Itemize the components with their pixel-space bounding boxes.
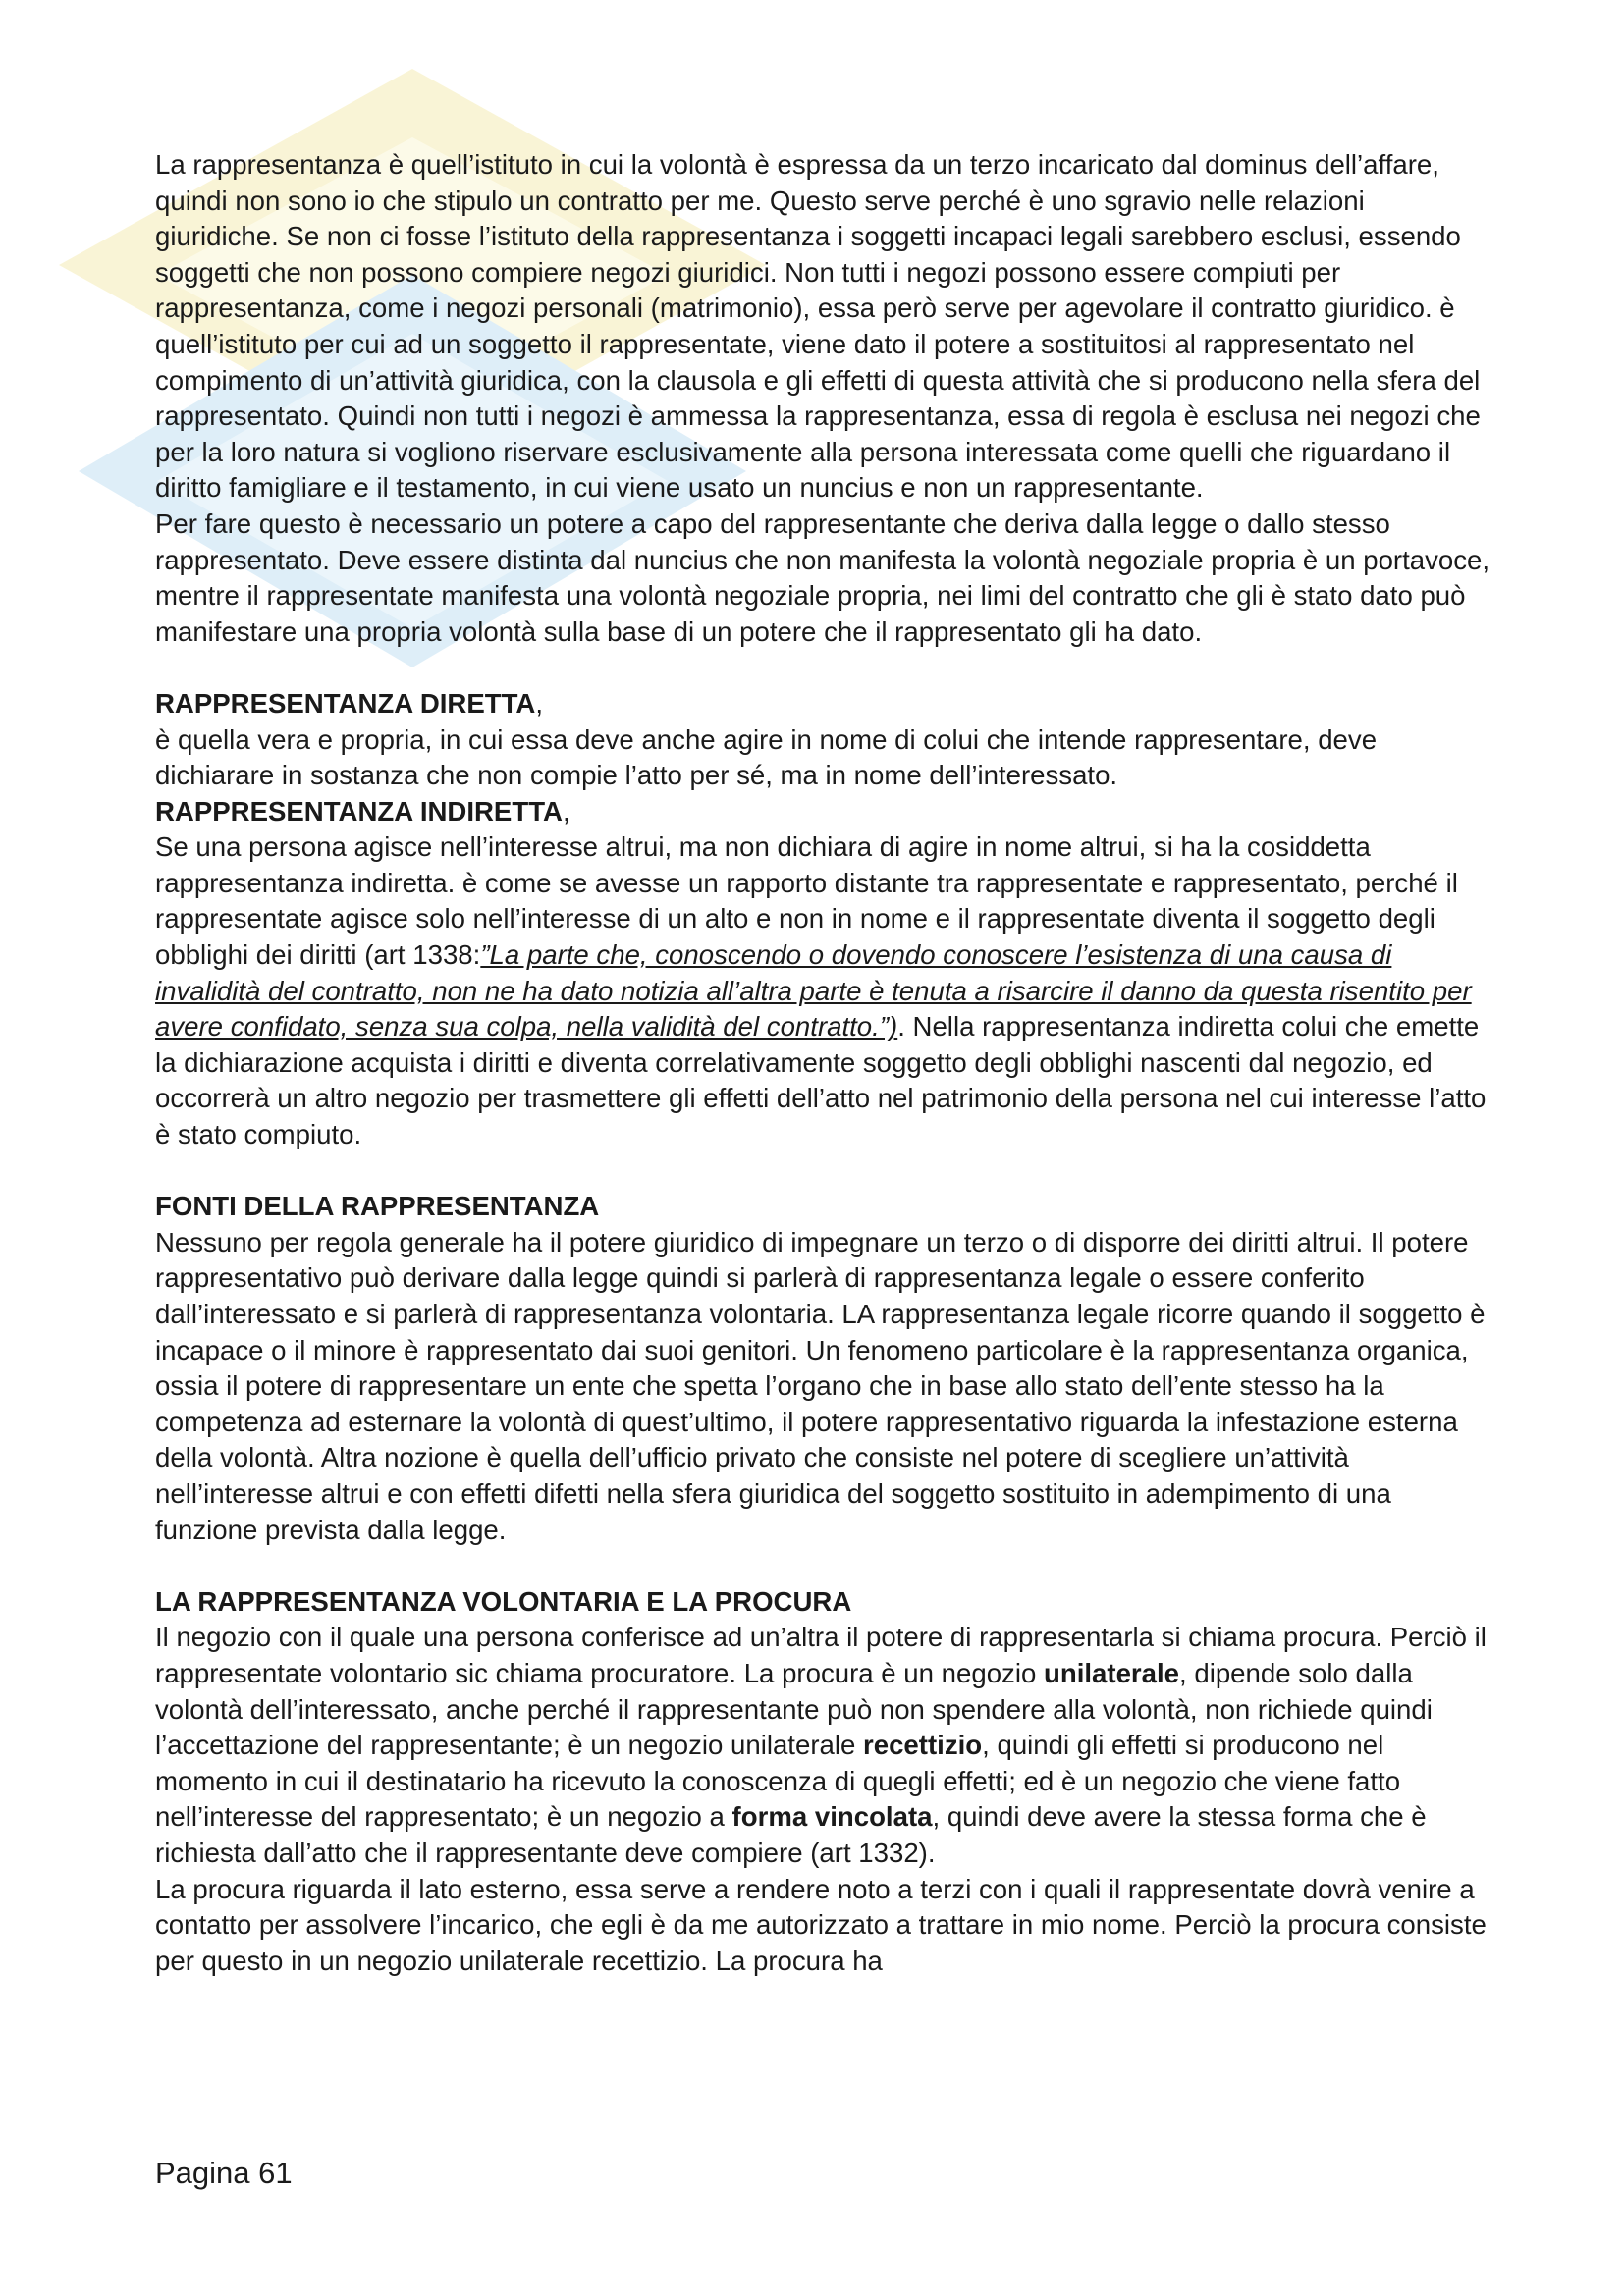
diretta-paragraph: è quella vera e propria, in cui essa deve anche agire in nome di colui che intende rappresentare, deve dichiarare in sostanza che non compie l’atto per sé, ma in nome dell’interessato. xyxy=(155,723,1378,791)
page-number: Pagina 61 xyxy=(155,2156,293,2190)
document-body xyxy=(155,147,1490,1979)
intro-paragraph-2: Per fare questo è necessario un potere a capo del rappresentante che deriva dalla legge o dallo stesso rappresentato. Deve essere distinta dal nuncius che non manifesta la volontà negoziale propria è un portavoce, mentre il rappresentate manifesta una volontà negoziale propria, nei limi del contratto che gli è stato dato può manifestare una propria volontà sulla base di un potere che il rappresentato gli ha dato. xyxy=(155,507,1490,647)
article-quote: ”La parte che, conoscendo o dovendo conoscere l’esistenza di una causa di invalidità del contratto, non ne ha dato notizia all’altra parte è tenuta a risarcire il danno da questa risentito per avere confidato, senza sua colpa, nella validità del contratto.”) xyxy=(155,939,1472,1042)
procura-paragraph-2: La procura riguarda il lato esterno, essa serve a rendere noto a terzi con i quali il rappresentate dovrà venire a contatto per assolvere l’incarico, che egli è da me autorizzato a trattare in mio nome. Perciò la procura consiste per questo in un negozio unilaterale recettizio. La procura ha xyxy=(155,1873,1487,1976)
fonti-paragraph: Nessuno per regola generale ha il potere giuridico di impegnare un terzo o di disporre dei diritti altrui. Il potere rappresentativo può derivare dalla legge quindi si parlerà di rappresentanza legale o essere conferito dall’interessato e si parlerà di rappresentanza volontaria. LA rappresentanza legale ricorre quando il soggetto è incapace o il minore è rappresentato dai suoi genitori. Un fenomeno particolare è la rappresentanza organica, ossia il potere di rappresentare un ente che spetta l’organo che in base allo stato dell’ente stesso ha la competenza ad esternare la volontà di quest’ultimo, il potere rappresentativo riguarda la infestazione esterna della volontà. Altra nozione è quella dell’ufficio privato che consiste nel potere di scegliere un’attività nell’interesse altrui e con effetti difetti nella sfera giuridica del soggetto sostituito in adempimento di una funzione prevista dalla legge. xyxy=(155,1226,1486,1545)
procura-paragraph: Il negozio con il quale una persona conferisce ad un’altra il potere di rappresentarla si chiama procura. Perciò il rappresentate volontario sic chiama procuratore. La procura è un negozio unilaterale, dipende solo dalla volontà dell’interessato, anche perché il rappresentante può non spendere alla volontà, non richiede quindi l’accettazione del rappresentante; è un negozio unilaterale recettizio, quindi gli effetti si producono nel momento in cui il destinatario ha ricevuto la conoscenza di quegli effetti; ed è un negozio che viene fatto nell’interesse del rappresentato; è un negozio a forma vincolata, quindi deve avere la stessa forma che è richiesta dall’atto che il rappresentante deve compiere (art 1332). xyxy=(155,1622,1487,1868)
section-heading-fonti: FONTI DELLA RAPPRESENTANZA xyxy=(155,1191,600,1222)
intro-paragraph: La rappresentanza è quell’istituto in cui la volontà è espressa da un terzo incaricato dal dominus dell’affare, quindi non sono io che stipulo un contratto per me. Questo serve perché è uno sgravio nelle relazioni giuridiche. Se non ci fosse l’istituto della rappresentanza i soggetti incapaci legali sarebbero esclusi, essendo soggetti che non possono compiere negozi giuridici. Non tutti i negozi possono essere compiuti per rappresentanza, come i negozi personali (matrimonio), essa però serve per agevolare il contratto giuridico. è quell’istituto per cui ad un soggetto il rappresentate, viene dato il potere a sostituitosi al rappresentato nel compimento di un’attività giuridica, con la clausola e gli effetti di questa attività che si producono nella sfera del rappresentato. Quindi non tutti i negozi è ammessa la rappresentanza, essa di regola è esclusa nei negozi che per la loro natura si vogliono riservare esclusivamente alla persona interessata come quelli che riguardano il diritto famigliare e il testamento, in cui viene usato un nuncius e non un rappresentante. xyxy=(155,149,1481,504)
section-heading-diretta: RAPPRESENTANZA DIRETTA, xyxy=(155,687,544,719)
section-heading-indiretta: RAPPRESENTANZA INDIRETTA, xyxy=(155,795,570,827)
indiretta-paragraph: Se una persona agisce nell’interesse altrui, ma non dichiara di agire in nome altrui, si ha la cosiddetta rappresentanza indiretta. è come se avesse un rapporto distante tra rappresentate e rappresentato, perché il rappresentate agisce solo nell’interesse di un alto e non in nome e il rappresentate diventa il soggetto degli obblighi dei diritti (art 1338:”La parte che, conoscendo o dovendo conoscere l’esistenza di una causa di invalidità del contratto, non ne ha dato notizia all’altra parte è tenuta a risarcire il danno da questa risentito per avere confidato, senza sua colpa, nella validità del contratto.”). Nella rappresentanza indiretta colui che emette la dichiarazione acquista i diritti e diventa correlativamente soggetto degli obblighi nascenti dal negozio, ed occorrerà un altro negozio per trasmettere gli effetti dell’atto nel patrimonio della persona nel cui interesse l’atto è stato compiuto. xyxy=(155,831,1487,1150)
section-heading-procura: LA RAPPRESENTANZA VOLONTARIA E LA PROCURA xyxy=(155,1585,852,1617)
